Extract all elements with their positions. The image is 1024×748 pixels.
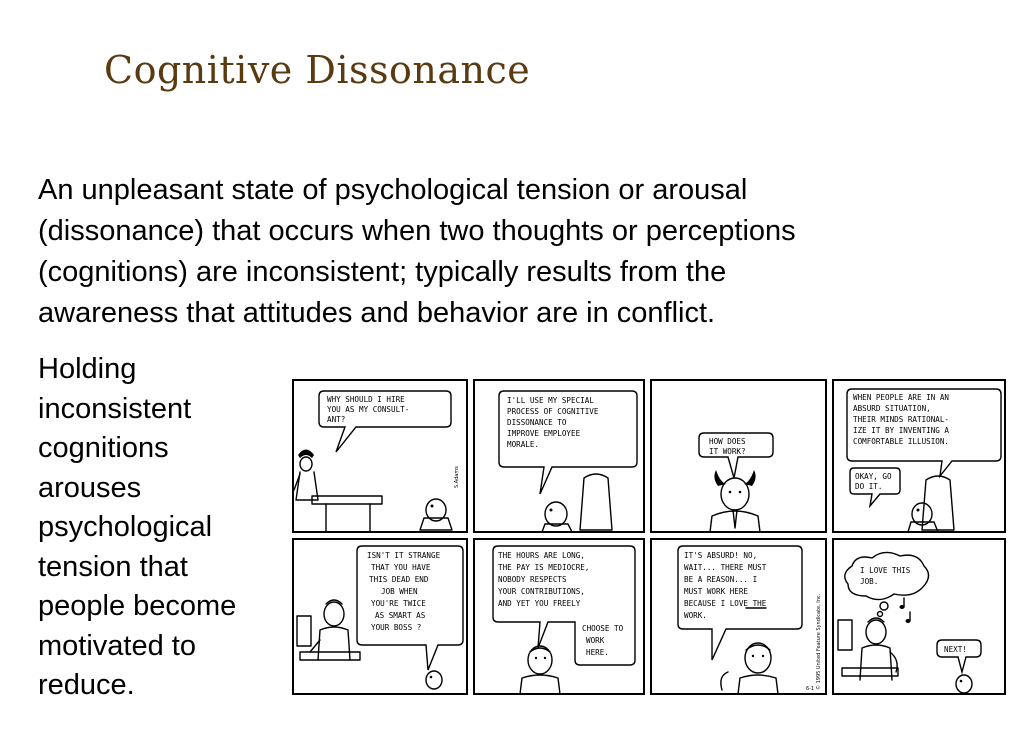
panel-7-line: BE A REASON... I <box>684 575 758 584</box>
panel-4-line: IZE IT BY INVENTING A <box>853 426 950 435</box>
panel-1-line: ANT? <box>327 415 346 424</box>
panel-6-extra: CHOOSE TO <box>582 624 624 633</box>
panel-7-line: IT'S ABSURD! NO, <box>684 551 758 560</box>
panel-4-line: WHEN PEOPLE ARE IN AN <box>853 393 950 402</box>
panel-7-line: MUST WORK HERE <box>684 587 749 596</box>
panel-4-line: THEIR MINDS RATIONAL- <box>853 415 950 424</box>
date-mark: 6-1 <box>806 686 815 692</box>
panel-2-line: MORALE. <box>507 440 540 449</box>
panel-5-line: YOUR BOSS ? <box>371 623 422 632</box>
panel-5-line: THIS DEAD END <box>369 575 429 584</box>
panel-2-line: IMPROVE EMPLOYEE <box>507 429 581 438</box>
panel-6-extra: WORK <box>586 636 605 645</box>
panel-5-line: THAT YOU HAVE <box>371 563 431 572</box>
side-line: cognitions <box>38 432 169 464</box>
panel-3-line: HOW DOES <box>709 437 746 446</box>
definition-line: (dissonance) that occurs when two thoughts or perceptions <box>38 215 796 247</box>
comic-panel-5 <box>293 539 467 694</box>
side-line: reduce. <box>38 669 135 701</box>
panel-8-reply: NEXT! <box>944 645 967 654</box>
panel-3-line: IT WORK? <box>709 447 746 456</box>
comic-panel-7 <box>651 539 826 694</box>
panel-7-line: WAIT... THERE MUST <box>684 563 767 572</box>
panel-1-line: WHY SHOULD I HIRE <box>327 395 405 404</box>
comic-panel-3 <box>651 380 826 532</box>
side-line: motivated to <box>38 629 196 662</box>
panel-6-extra: HERE. <box>586 648 609 657</box>
panel-6-line: THE HOURS ARE LONG, <box>498 551 585 560</box>
panel-6-line: AND YET YOU FREELY <box>498 599 581 608</box>
panel-4-line: ABSURD SITUATION, <box>853 404 931 413</box>
panel-1-line: YOU AS MY CONSULT- <box>327 405 410 414</box>
panel-6-line: YOUR CONTRIBUTIONS, <box>498 587 585 596</box>
panel-8-line: I LOVE THIS <box>860 566 911 575</box>
panel-5-line: AS SMART AS <box>375 611 426 620</box>
panel-4-reply: DO IT. <box>855 482 883 491</box>
signature: S.Adams <box>454 466 460 488</box>
side-line: tension that <box>38 550 188 583</box>
copyright-credit: © 1995 United Feature Syndicate, Inc. <box>816 593 822 690</box>
panel-7-line: WORK. <box>684 611 707 620</box>
comic-panel-4 <box>833 380 1005 532</box>
slide-title: Cognitive Dissonance <box>104 48 531 92</box>
definition-line: An unpleasant state of psychological tension or arousal <box>38 174 748 206</box>
panel-4-line: COMFORTABLE ILLUSION. <box>853 437 950 446</box>
comic-panel-6 <box>474 539 644 694</box>
panel-6-line: THE PAY IS MEDIOCRE, <box>498 563 590 572</box>
panel-5-line: ISN'T IT STRANGE <box>367 551 441 560</box>
panel-4-reply: OKAY, GO <box>855 472 892 481</box>
definition-line: (cognitions) are inconsistent; typically results from the <box>38 256 727 288</box>
panel-2-line: DISSONANCE TO <box>507 418 567 427</box>
side-line: inconsistent <box>38 392 192 425</box>
panel-2-line: I'LL USE MY SPECIAL <box>507 396 594 405</box>
side-line: Holding <box>38 353 137 385</box>
panel-7-line: BECAUSE I LOVE THE <box>684 599 767 608</box>
side-line: arouses <box>38 471 142 504</box>
panel-2-line: PROCESS OF COGNITIVE <box>507 407 599 416</box>
side-line: people become <box>38 590 237 622</box>
side-line: psychological <box>38 511 213 543</box>
panel-5-line: JOB WHEN <box>381 587 418 596</box>
definition-line: awareness that attitudes and behavior are in conflict. <box>38 297 716 329</box>
panel-5-line: YOU'RE TWICE <box>371 599 426 608</box>
panel-6-line: NOBODY RESPECTS <box>498 575 567 584</box>
comic-panel-2 <box>474 380 644 532</box>
comic-panel-1 <box>293 380 467 532</box>
panel-8-line: JOB. <box>860 577 879 586</box>
comic-panel-8 <box>833 539 1005 694</box>
